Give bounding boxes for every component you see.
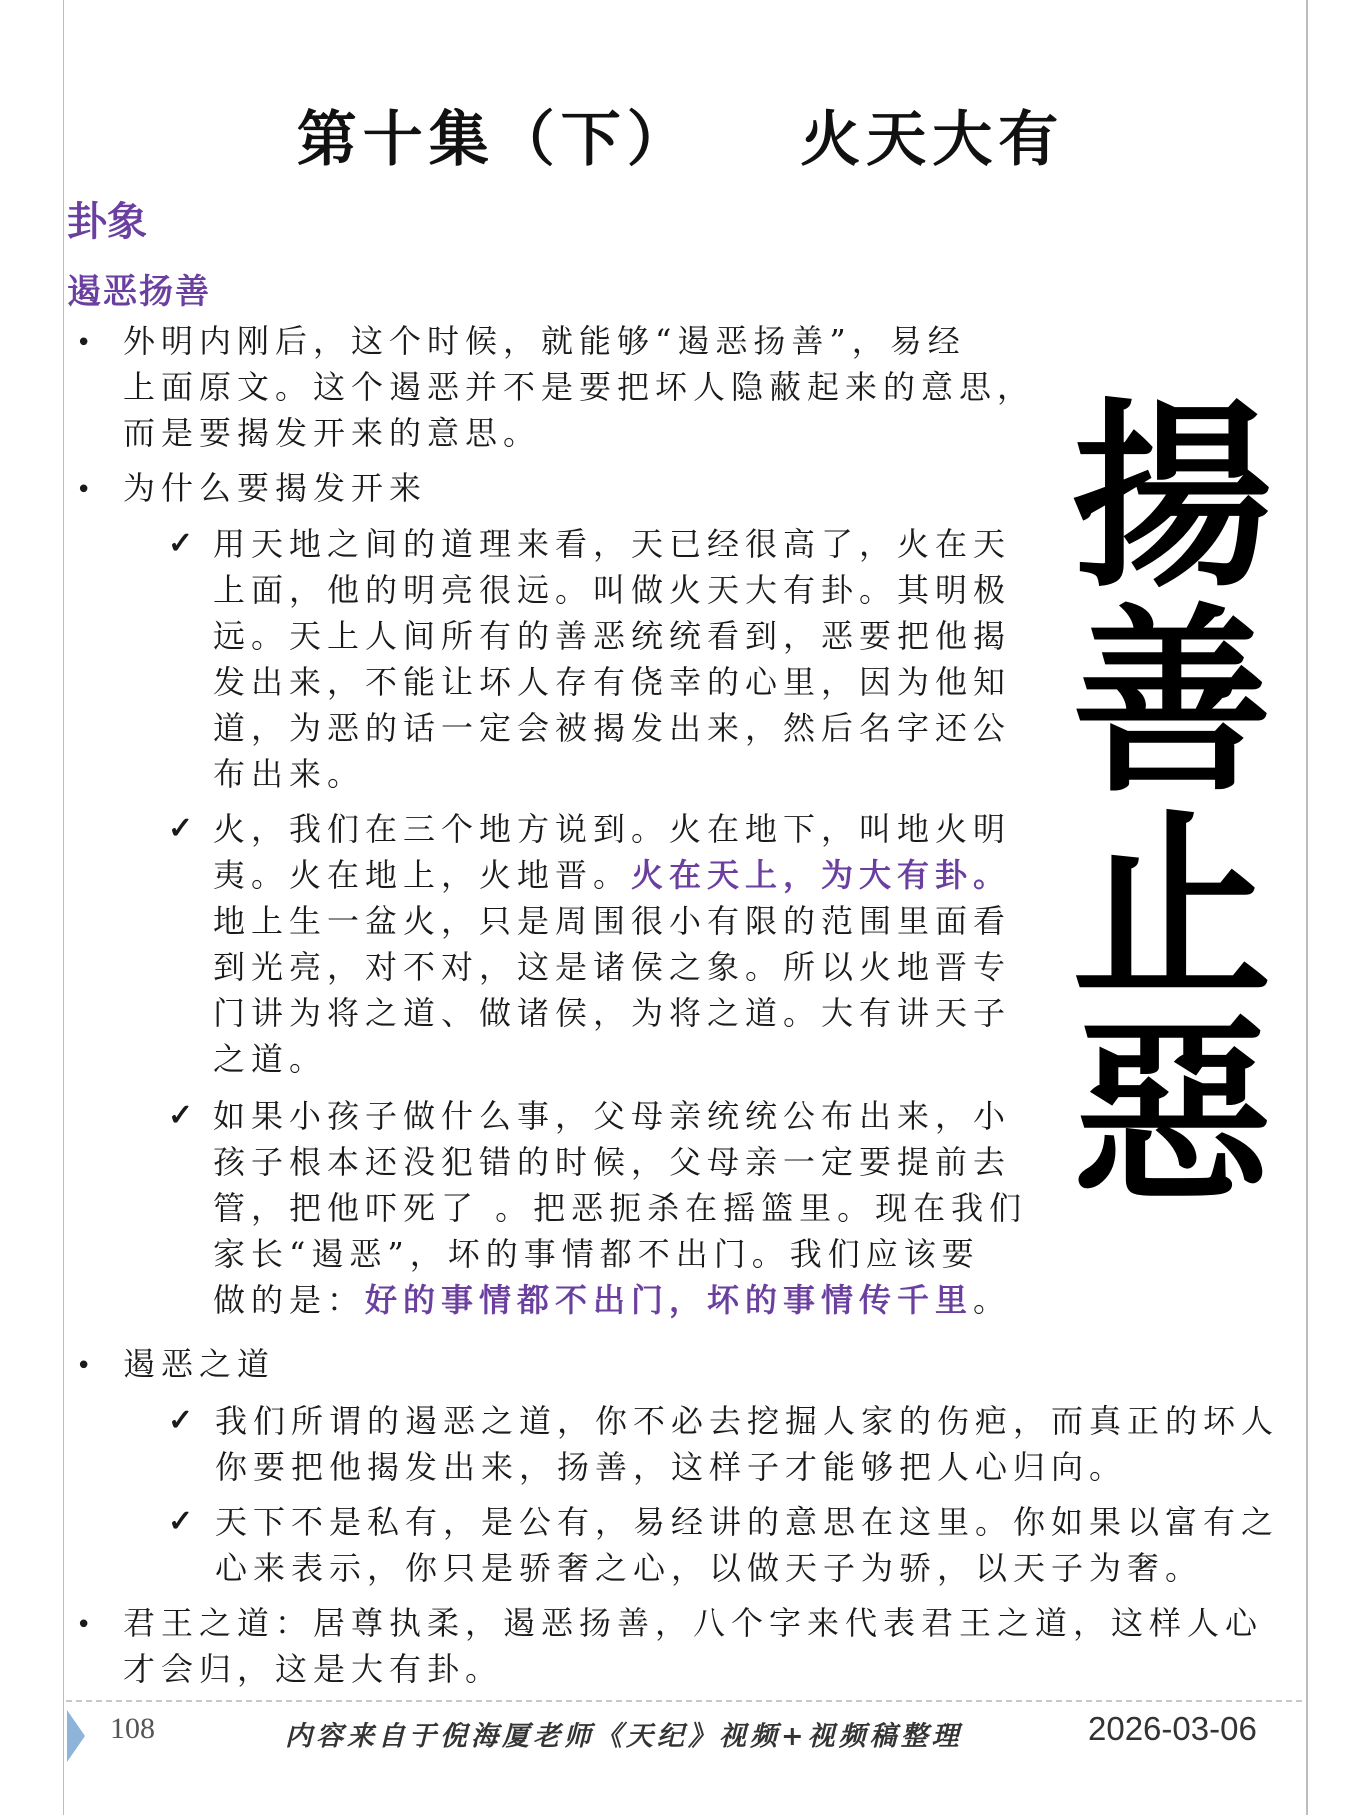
check-icon: ✓ [168,811,194,846]
bullet-icon: • [76,475,92,505]
footer-date: 2026-03-06 [1088,1710,1257,1747]
check-item-1: 用天地之间的道理来看，天已经很高了，火在天 上面，他的明亮很远。叫做火天大有卦。其明极 远。天上人间所有的善恶统统看到，恶要把他揭 发出来，不能让坏人存有侥幸的心里，因为他知 道，为恶的话一定会被揭发出来，然后名字还公 布出来。 [213,525,1012,793]
footer-divider [66,1700,1302,1702]
bullet-icon: • [76,1351,92,1381]
check-item-5: 天下不是私有，是公有，易经讲的意思在这里。你如果以富有之 心来表示，你只是骄奢之心，以做天子为骄，以天子为奢。 [215,1503,1280,1587]
paragraph-3: 遏恶之道 [123,1345,276,1383]
check-item-4: 我们所谓的遏恶之道，你不必去挖掘人家的伤疤，而真正的坏人 你要把他揭发出来，扬善，这样子才能够把人心归向。 [215,1402,1280,1486]
triangle-arrow-icon [67,1710,85,1762]
calligraphy-image: 揚 善 止 惡 [1071,380,1272,1230]
left-margin-line [63,0,64,1815]
page-title: 第十集（下） 火天大有 [296,105,1065,175]
subsection-heading: 遏恶扬善 [67,272,211,312]
footer-source: 内容来自于倪海厦老师《天纪》视频+视频稿整理 [285,1721,963,1752]
paragraph-2: 为什么要揭发开来 [123,469,428,507]
highlight-text: 好的事情都不出门，坏的事情传千里 [365,1281,974,1319]
check-icon: ✓ [168,1098,194,1133]
bullet-icon: • [76,328,92,358]
check-icon: ✓ [168,1504,194,1539]
paragraph-4: 君王之道：居尊执柔，遏恶扬善，八个字来代表君王之道，这样人心 才会归，这是大有卦。 [123,1604,1264,1688]
paragraph-1: 外明内刚后，这个时候，就能够“遏恶扬善”，易经 上面原文。这个遏恶并不是要把坏人隐蔽起来的意思， 而是要揭发开来的意思。 [123,322,1036,452]
section-heading: 卦象 [67,198,147,245]
page-number: 108 [110,1712,155,1745]
check-item-2: 火，我们在三个地方说到。火在地下，叫地火明 夷。火在地上，火地晋。火在天上，为大有卦。 地上生一盆火，只是周围很小有限的范围里面看 到光亮，对不对，这是诸侯之象。所以火地晋专 门讲为将之道、做诸侯，为将之道。大有讲天子 之道。 [213,810,1012,1078]
highlight-text: 火在天上，为大有卦。 [631,856,1012,894]
check-icon: ✓ [168,526,194,561]
check-item-3: 如果小孩子做什么事，父母亲统统公布出来，小 孩子根本还没犯错的时候，父母亲一定要提前去 管，把他吓死了 。把恶扼杀在摇篮里。现在我们 家长“遏恶”，坏的事情都不出门。我们应该要 做的是：好的事情都不出门，坏的事情传千里。 [213,1097,1028,1319]
bullet-icon: • [76,1610,92,1640]
check-icon: ✓ [168,1403,194,1438]
right-margin-line [1306,0,1308,1815]
